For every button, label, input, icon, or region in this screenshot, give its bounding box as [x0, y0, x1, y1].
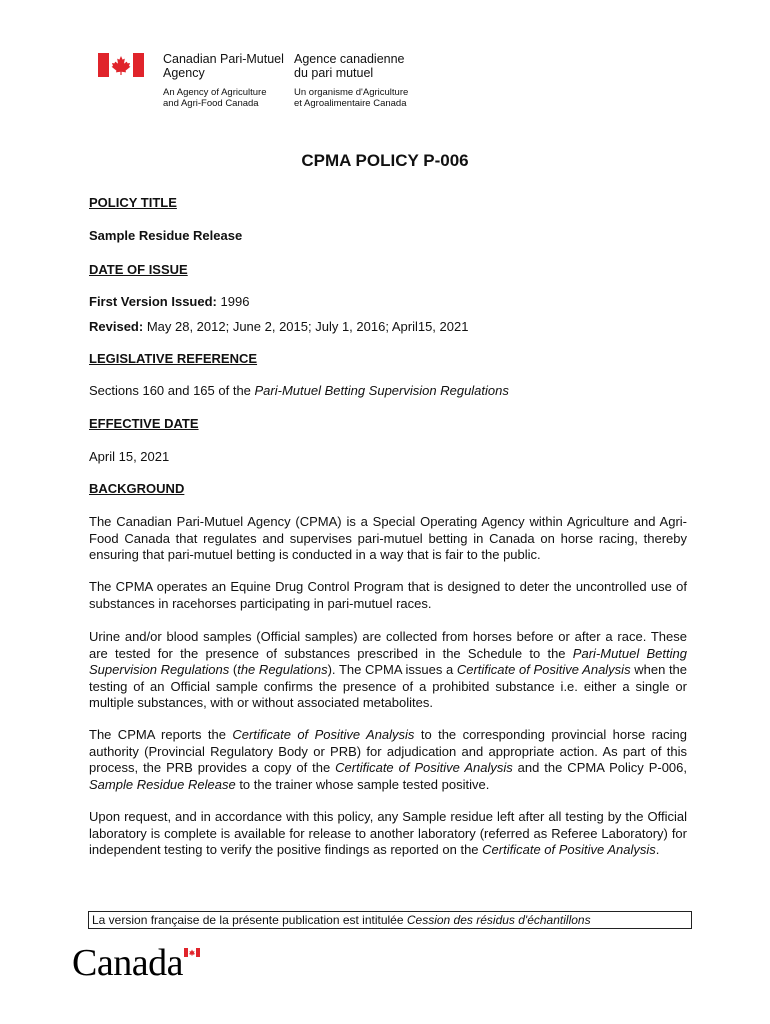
first-version-line: [89, 294, 687, 311]
revised-value: May 28, 2012; June 2, 2015; July 1, 2016; April15, 2021: [146, 319, 469, 334]
french-version-note: [88, 911, 692, 929]
p3-text-c: (: [229, 662, 238, 677]
canada-flag-icon: [98, 53, 144, 77]
wordmark-flag-icon: [184, 948, 200, 957]
background-paragraph-2: The CPMA operates an Equine Drug Control Program that is designed to deter the uncontrolled use of substances in racehorses participating in pari-mutuel races.: [89, 579, 687, 611]
p5-text-c: .: [655, 842, 660, 857]
background-heading: BACKGROUND: [89, 481, 185, 496]
agency-subtitle-en-line1: An Agency of Agriculture: [163, 87, 267, 98]
legislative-reference-prefix: Sections 160 and 165 of the: [89, 383, 255, 398]
background-paragraph-3: [89, 629, 687, 712]
agency-name-fr: [294, 52, 405, 80]
first-version-label: First Version Issued:: [89, 294, 217, 309]
french-version-text: La version française de la présente publication est intitulée: [92, 913, 407, 927]
legislative-reference-heading: LEGISLATIVE REFERENCE: [89, 351, 258, 366]
first-version-value: 1996: [220, 294, 250, 309]
p3-text-a: Urine and/or blood samples (Official samples) are collected from horses before or after a race. These are tested for the presence of substances prescribed in the Schedule to the: [89, 629, 687, 661]
p3-the-regulations: the Regulations: [237, 662, 328, 677]
agency-subtitle-fr-line2: et Agroalimentaire Canada: [294, 98, 407, 109]
background-paragraph-4: [89, 727, 687, 793]
p5-text-a: Upon request, and in accordance with this policy, any Sample residue left after all testing by the Official laboratory is complete is available for release to another laboratory (referred as Referee Laboratory) for independent testing to verify the positive findings as reported on the: [89, 809, 687, 857]
p3-regulations-title: Pari-Mutuel Betting Supervision Regulations: [89, 645, 687, 677]
effective-date-heading: EFFECTIVE DATE: [89, 416, 199, 431]
policy-title-heading: POLICY TITLE: [89, 195, 177, 210]
p4-certificate-2: Certificate of Positive Analysis: [335, 760, 513, 775]
french-version-title: Cession des résidus d'échantillons: [406, 913, 591, 927]
agency-name-en-line1: Canadian Pari-Mutuel: [163, 52, 284, 66]
document-title: CPMA POLICY P-006: [301, 151, 469, 170]
p4-text-c: to the corresponding provincial horse racing authority (Provincial Regulatory Body or PRB) for adjudication and appropriate action. As part of this process, the PRB provides a copy of the: [89, 727, 688, 775]
agency-subtitle-fr: [294, 87, 408, 109]
effective-date-value: April 15, 2021: [89, 449, 170, 464]
background-paragraph-1: The Canadian Pari-Mutuel Agency (CPMA) is a Special Operating Agency within Agriculture and Agri-Food Canada that regulates and supervises pari-mutuel betting in Canada on horse racing, thereby ensuring that pari-mutuel betting is conducted in a way that is fair to the public.: [89, 514, 687, 562]
p5-certificate: Certificate of Positive Analysis: [482, 842, 656, 857]
agency-subtitle-en: [163, 87, 267, 109]
p4-text-a: The CPMA reports the: [89, 727, 233, 742]
p4-text-g: to the trainer whose sample tested positive.: [235, 776, 490, 792]
p4-policy-name: Sample Residue Release: [89, 776, 236, 792]
agency-subtitle-fr-line1: Un organisme d'Agriculture: [294, 87, 409, 98]
revised-label: Revised:: [89, 319, 144, 334]
p3-text-g: when the testing of an Official sample confirms the presence of a prohibited substance i.e. either a single or multiple substances, with or without associated metabolites.: [89, 662, 688, 710]
p4-text-e: and the CPMA Policy P-006,: [512, 760, 687, 775]
date-of-issue-heading: DATE OF ISSUE: [89, 262, 188, 277]
canada-wordmark: [72, 942, 202, 984]
agency-subtitle-en-line2: and Agri-Food Canada: [163, 98, 259, 109]
policy-title-value: Sample Residue Release: [89, 228, 243, 243]
canada-wordmark-text: Canada: [72, 942, 183, 984]
legislative-reference-text: [89, 383, 687, 400]
p4-certificate-1: Certificate of Positive Analysis: [232, 727, 415, 742]
agency-name-fr-line1: Agence canadienne: [294, 52, 405, 66]
agency-name-fr-line2: du pari mutuel: [294, 66, 374, 80]
agency-name-en: [163, 52, 284, 80]
p3-text-e: ). The CPMA issues a: [327, 662, 457, 677]
background-paragraph-5: [89, 809, 687, 859]
regulations-title: Pari-Mutuel Betting Supervision Regulations: [254, 383, 509, 398]
revised-line: [89, 319, 687, 336]
agency-name-en-line2: Agency: [163, 66, 205, 80]
p3-certificate: Certificate of Positive Analysis: [456, 662, 631, 677]
